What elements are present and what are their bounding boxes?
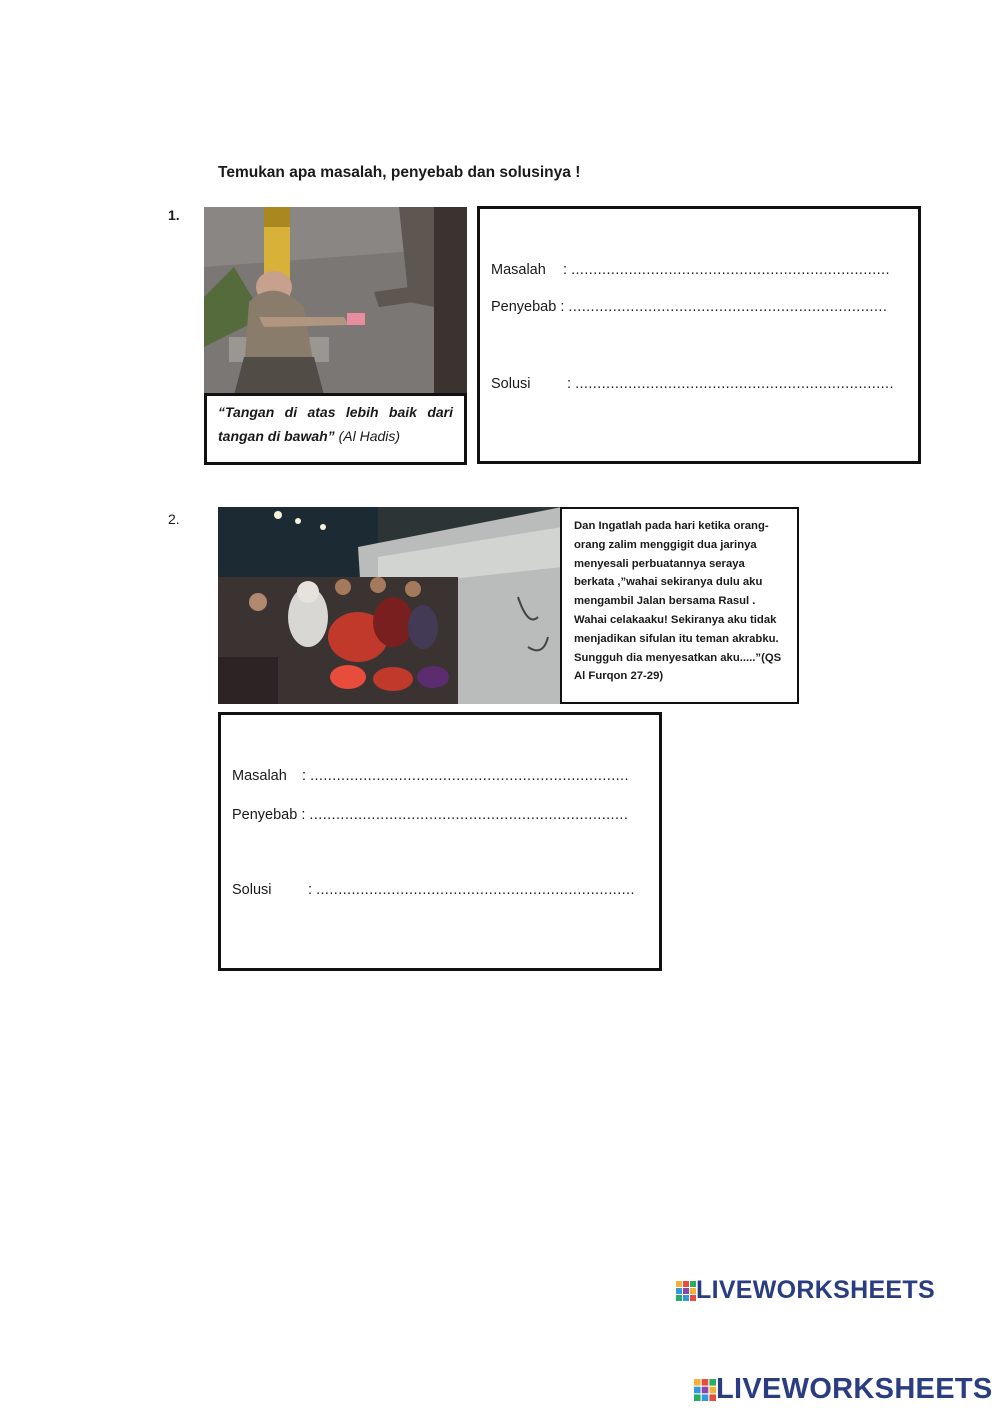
penyebab-answer-field[interactable]: ........................................................................ (568, 299, 888, 315)
item-number-2: 2. (168, 511, 180, 527)
solusi-separator: : (308, 882, 313, 898)
masalah-label: Masalah (232, 768, 287, 784)
solusi-label: Solusi (232, 882, 272, 898)
hadith-quote-box (204, 393, 467, 465)
solusi-answer-field[interactable]: ........................................................................ (316, 882, 635, 898)
liveworksheets-footer-text: LIVEWORKSHEETS (716, 1373, 993, 1405)
liveworksheets-footer-watermark (694, 1373, 993, 1407)
penyebab-label: Penyebab : (491, 299, 565, 315)
solusi-separator: : (567, 376, 572, 392)
masalah-row-2 (232, 768, 629, 784)
penyebab-row-2 (232, 807, 628, 823)
answer-box-1 (477, 206, 921, 464)
penyebab-answer-field[interactable]: ........................................................................ (309, 807, 629, 823)
liveworksheets-logo-icon (694, 1374, 716, 1407)
penyebab-row-1 (491, 299, 887, 315)
masalah-label: Masalah (491, 262, 546, 278)
beggar-photo (204, 207, 467, 395)
solusi-row-1 (491, 376, 894, 392)
masalah-separator: : (302, 768, 307, 784)
solusi-row-2 (232, 882, 635, 898)
solusi-label: Solusi (491, 376, 531, 392)
quran-quote-box (560, 507, 799, 704)
hadith-quote-text: “Tangan di atas lebih baik dari tangan di bawah” (218, 404, 453, 444)
masalah-answer-field[interactable]: ........................................................................ (571, 262, 890, 278)
liveworksheets-watermark-text: LIVEWORKSHEETS (696, 1276, 935, 1304)
masalah-answer-field[interactable]: ........................................................................ (310, 768, 629, 784)
masalah-separator: : (563, 262, 568, 278)
answer-box-2 (218, 712, 662, 971)
liveworksheets-watermark (676, 1276, 935, 1306)
liveworksheets-logo-icon (676, 1277, 696, 1306)
item-number-1: 1. (168, 207, 180, 223)
masalah-row-1 (491, 262, 890, 278)
penyebab-label: Penyebab : (232, 807, 306, 823)
worksheet-instruction: Temukan apa masalah, penyebab dan solusinya ! (218, 164, 581, 181)
quran-quote-text: Dan Ingatlah pada hari ketika orang-orang zalim menggigit dua jarinya menyesali perbuatannya seraya berkata ,”wahai sekiranya dulu aku mengambil Jalan bersama Rasul . Wahai celakaaku! Sekiranya aku tidak menjadikan sifulan itu teman akrabku. Sungguh dia menyesatkan aku.....”(QS Al Furqon 27-29) (574, 520, 782, 683)
solusi-answer-field[interactable]: ........................................................................ (575, 376, 894, 392)
hadith-quote-source: (Al Hadis) (334, 428, 401, 444)
motorcycle-gang-photo (218, 507, 562, 704)
